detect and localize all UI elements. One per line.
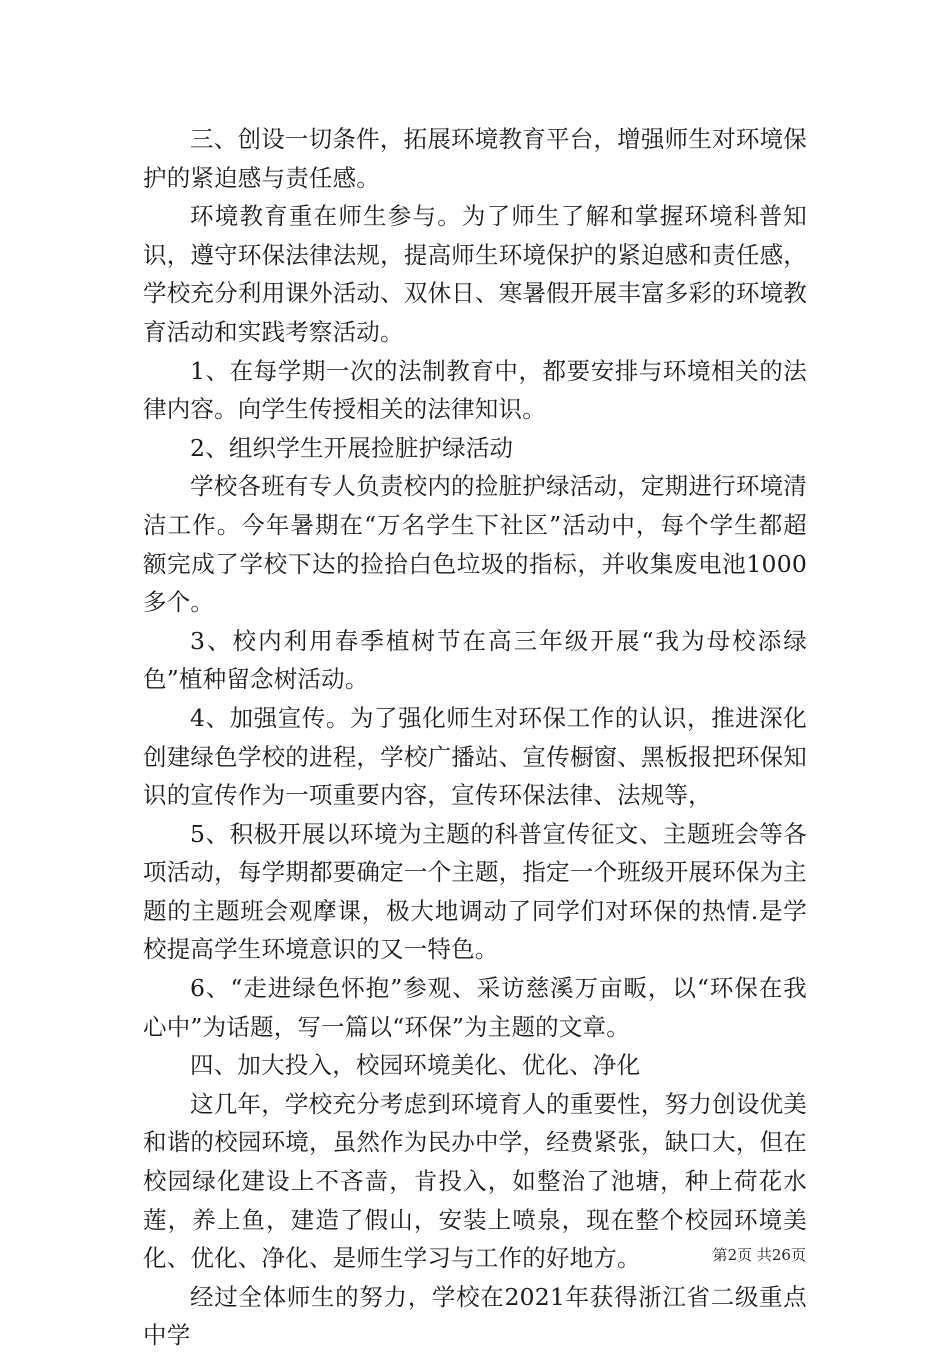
paragraph: 这几年，学校充分考虑到环境育人的重要性，努力创设优美和谐的校园环境，虽然作为民办中学，经费紧张，缺口大，但在校园绿化建设上不吝啬，肯投入，如整治了池塘，种上荷花水莲，养上鱼，建造了假山，安装上喷泉，现在整个校园环境美化、优化、净化、是师生学习与工作的好地方。 [143,1089,807,1273]
current-page-number: 2 [727,1246,738,1264]
paragraph: 经过全体师生的努力，学校在2021年获得浙江省二级重点中学 [143,1282,807,1350]
list-item-3: 3、校内利用春季植树节在高三年级开展“我为母校添绿色”植种留念树活动。 [143,626,807,694]
page-number-footer [0,1245,806,1265]
footer-suffix: 页 [790,1246,806,1264]
list-item-1: 1、在每学期一次的法制教育中，都要安排与环境相关的法律内容。向学生传授相关的法律知识。 [143,356,807,424]
list-item-5: 5、积极开展以环境为主题的科普宣传征文、主题班会等各项活动，每学期都要确定一个主题，指定一个班级开展环保为主题的主题班会观摩课，极大地调动了同学们对环保的热情.是学校提高学生环境意识的又一特色。 [143,819,807,964]
paragraph: 环境教育重在师生参与。为了师生了解和掌握环境科普知识，遵守环保法律法规，提高师生环境保护的紧迫感和责任感，学校充分利用课外活动、双休日、寒暑假开展丰富多彩的环境教育活动和实践考察活动。 [143,202,807,346]
list-item-2: 2、组织学生开展捡脏护绿活动 [190,433,514,462]
section-heading-3: 三、创设一切条件，拓展环境教育平台，增强师生对环境保护的紧迫感与责任感。 [143,125,807,192]
document-body [143,120,807,1355]
footer-middle: 页 共 [737,1246,772,1264]
paragraph: 学校各班有专人负责校内的捡脏护绿活动，定期进行环境清洁工作。今年暑期在“万名学生下社区”活动中，每个学生都超额完成了学校下达的捡拾白色垃圾的指标，并收集废电池1000多个。 [143,472,807,617]
footer-prefix: 第 [712,1246,728,1264]
list-item-6: 6、“走进绿色怀抱”参观、采访慈溪万亩畈，以“环保在我心中”为话题，写一篇以“环保”为主题的文章。 [143,974,807,1041]
section-heading-4: 四、加大投入，校园环境美化、优化、净化 [190,1051,641,1080]
list-item-4: 4、加强宣传。为了强化师生对环保工作的认识，推进深化创建绿色学校的进程，学校广播站、宣传橱窗、黑板报把环保知识的宣传作为一项重要内容，宣传环保法律、法规等， [143,703,807,810]
total-pages-number: 26 [771,1246,791,1264]
